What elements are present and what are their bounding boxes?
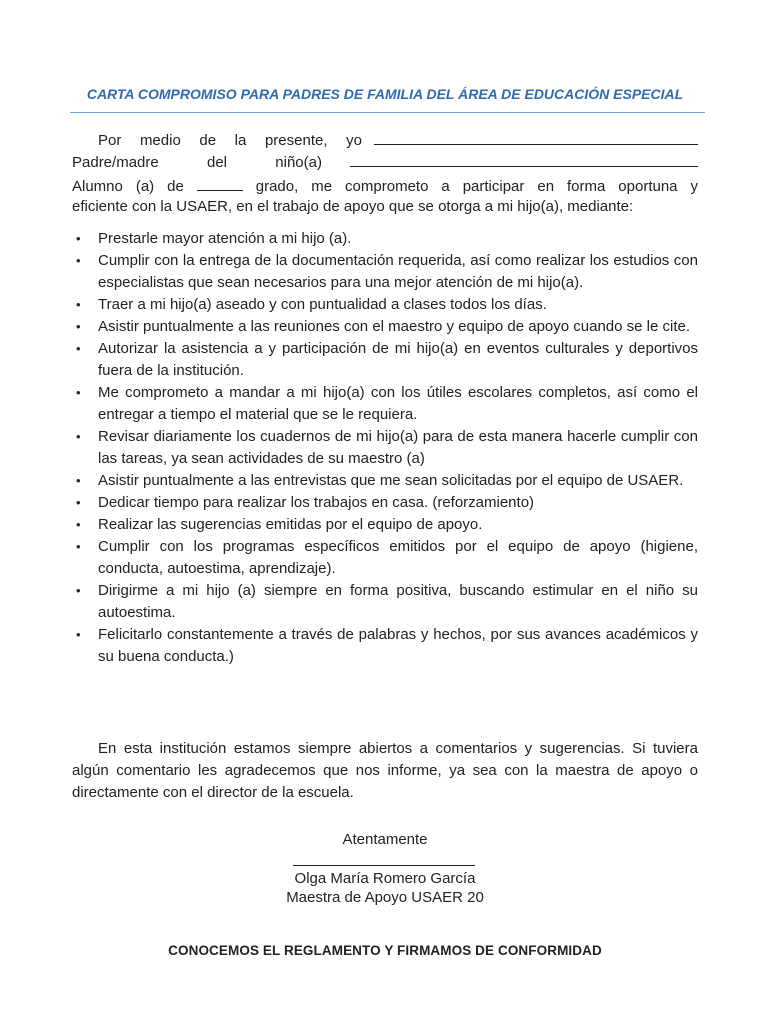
intro-line-4: eficiente con la USAER, en el trabajo de apoyo que se otorga a mi hijo(a), mediante: xyxy=(72,198,634,215)
intro-word: Padre/madre xyxy=(72,154,159,171)
bullet-icon: • xyxy=(76,297,81,312)
intro-word: yo xyxy=(346,132,362,149)
bullet-icon: • xyxy=(76,341,81,356)
intro-grade-label: Alumno (a) de xyxy=(72,178,184,195)
list-item: • Me comprometo a mandar a mi hijo(a) con los útiles escolares completos, así como el entregar a tiempo el material que se le requiera. xyxy=(76,384,698,423)
intro-line-2 xyxy=(72,152,698,174)
list-item: • Cumplir con la entrega de la documentación requerida, así como realizar los estudios con especialistas que sean necesarios para una mejor atención de mi hijo(a). xyxy=(76,252,698,291)
intro-word: niño(a) xyxy=(275,154,322,171)
intro-word: la xyxy=(234,132,247,149)
intro-grade-continuation: grado, me comprometo a participar en forma oportuna y xyxy=(255,178,698,195)
commitment-list xyxy=(72,228,698,668)
conformity-heading: CONOCEMOS EL REGLAMENTO Y FIRMAMOS DE CONFORMIDAD xyxy=(168,943,602,958)
bullet-icon: • xyxy=(76,517,81,532)
list-item: • Felicitarlo constantemente a través de palabras y hechos, por sus avances académicos y su buena conducta.) xyxy=(76,626,698,665)
intro-word: Por xyxy=(98,132,122,149)
intro-word: medio xyxy=(139,132,181,149)
bullet-icon: • xyxy=(76,495,81,510)
signer-name: Olga María Romero García xyxy=(294,870,476,887)
bullet-icon: • xyxy=(76,539,81,554)
list-item: • Dirigirme a mi hijo (a) siempre en forma positiva, buscando estimular en el niño su autoestima. xyxy=(76,582,698,621)
signature-line[interactable] xyxy=(293,865,475,866)
bullet-icon: • xyxy=(76,429,81,444)
list-item: • Dedicar tiempo para realizar los trabajos en casa. (reforzamiento) xyxy=(72,492,698,514)
title-underline xyxy=(70,112,705,113)
intro-line-3 xyxy=(72,174,698,198)
bullet-icon: • xyxy=(76,627,81,642)
closing-paragraph: En esta institución estamos siempre abiertos a comentarios y sugerencias. Si tuviera algún comentario les agradecemos que nos informe, ya sea con la maestra de apoyo o directamente con el director de la escuela. xyxy=(72,740,698,801)
intro-word: de xyxy=(199,132,217,149)
intro-line-1 xyxy=(72,130,698,152)
intro-word: del xyxy=(206,154,228,171)
grade-blank[interactable] xyxy=(197,174,243,191)
bullet-icon: • xyxy=(76,319,81,334)
list-item: • Prestarle mayor atención a mi hijo (a). xyxy=(72,228,698,250)
list-item: • Cumplir con los programas específicos emitidos por el equipo de apoyo (higiene, conducta, autoestima, aprendizaje). xyxy=(76,538,698,577)
signer-role: Maestra de Apoyo USAER 20 xyxy=(286,889,484,906)
list-item: • Asistir puntualmente a las reuniones con el maestro y equipo de apoyo cuando se le cite. xyxy=(72,316,698,338)
list-item: • Asistir puntualmente a las entrevistas que me sean solicitadas por el equipo de USAER. xyxy=(72,470,698,492)
bullet-icon: • xyxy=(76,583,81,598)
child-name-blank[interactable] xyxy=(350,152,698,167)
parent-name-blank[interactable] xyxy=(374,130,698,145)
list-item: • Traer a mi hijo(a) aseado y con puntualidad a clases todos los días. xyxy=(72,294,698,316)
salutation: Atentamente xyxy=(342,831,428,848)
list-item: • Realizar las sugerencias emitidas por el equipo de apoyo. xyxy=(72,514,698,536)
list-item: • Autorizar la asistencia a y participación de mi hijo(a) en eventos culturales y deportivos fuera de la institución. xyxy=(76,340,698,379)
list-item: • Revisar diariamente los cuadernos de mi hijo(a) para de esta manera hacerle cumplir con las tareas, ya sean actividades de su maestro (a) xyxy=(76,428,698,467)
intro-word: presente, xyxy=(264,132,328,149)
bullet-icon: • xyxy=(76,473,81,488)
document-title: CARTA COMPROMISO PARA PADRES DE FAMILIA DEL ÁREA DE EDUCACIÓN ESPECIAL xyxy=(86,86,684,102)
bullet-icon: • xyxy=(76,231,81,246)
bullet-icon: • xyxy=(76,385,81,400)
bullet-icon: • xyxy=(76,253,81,268)
